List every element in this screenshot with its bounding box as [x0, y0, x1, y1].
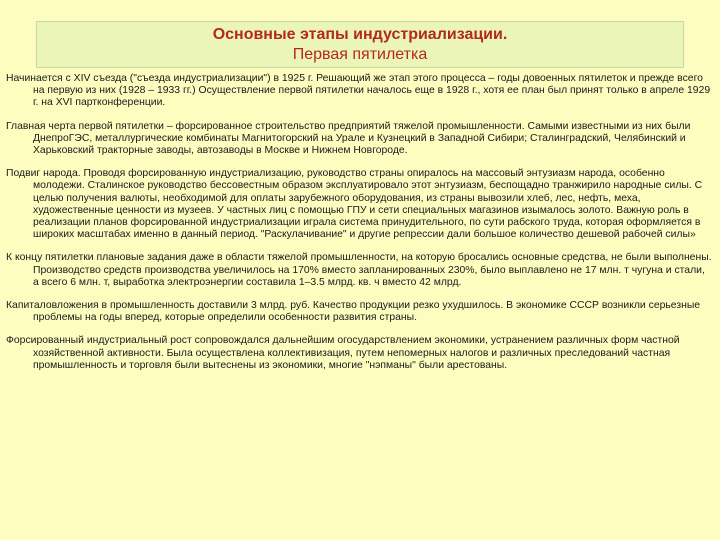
- slide-subtitle: Первая пятилетка: [292, 46, 428, 63]
- slide-title: Основные этапы индустриализации.: [212, 26, 508, 43]
- paragraph-start: Начинается с XIV съезда ("съезда индустриализации") в 1925 г. Решающий же этап этого процесса – годы довоенных пятилеток и прежде всего на первую из них (1928 – 1933 гг.) Осуществление первой пятилетки началось еще в 1928 г., хотя ее план был принят только в апреле 1929 г. на XVI партконференции.: [6, 73, 711, 109]
- paragraph-investments: Капиталовложения в промышленность доставили 3 млрд. руб. Качество продукции резко ухудшилось. В экономике СССР возникли серьезные проблемы на годы вперед, которые определили особенности развития страны.: [6, 300, 701, 324]
- slide-body: [6, 73, 712, 383]
- paragraph-main-feature: Главная черта первой пятилетки – форсированное строительство предприятий тяжелой промышленности. Самыми известными из них были ДнепроГЭС, металлургические комбинаты Магнитогорский на Урале и Кузнецкий в Западной Сибири; Сталинградский, Челябинский и Харьковский тракторные заводы, автозаводы в Москве и Нижнем Новгороде.: [6, 120, 691, 157]
- paragraph-nationalization: Форсированный индустриальный рост сопровождался дальнейшим огосударствлением экономики, устранением различных форм частной хозяйственной активности. Была осуществлена коллективизация, путем непомерных налогов и различных преследований частная промышленность и торговля были вытеснены из экономики, многие "нэпманы" были арестованы.: [6, 335, 680, 371]
- paragraph-plan-results: К концу пятилетки плановые задания даже в области тяжелой промышленности, на которую бросались основные средства, не были выполнены. Производство средств производства увеличилось на 170% вместо запланированных 230%, было выплавлено не 17 млн. т чугуна и стали, а всего 6 млн. т, выработка электроэнергии составила 1–3.5 млрд. кв. ч вместо 42 млрд.: [6, 252, 712, 288]
- paragraph-people-feat: Подвиг народа. Проводя форсированную индустриализацию, руководство страны опиралось на массовый энтузиазм народа, особенно молодежи. Сталинское руководство бессовестным образом эксплуатировало этот энтузиазм, беспощадно транжирило народные силы. С целью получения валюты, необходимой для оплаты зарубежного оборудования, из страны вывозили хлеб, лес, нефть, меха, художественные ценности из музеев. У частных лиц с помощью ГПУ и сети специальных магазинов изымалось золото. Важную роль в реализации планов форсированной индустриализации играла система принудительного, по сути рабского труда, которая оформляется в широких масштабах именно в данный период. "Раскулачивание" и другие репрессии дали большое количество дешевой рабочей силы»: [6, 168, 703, 241]
- title-box: [36, 21, 684, 68]
